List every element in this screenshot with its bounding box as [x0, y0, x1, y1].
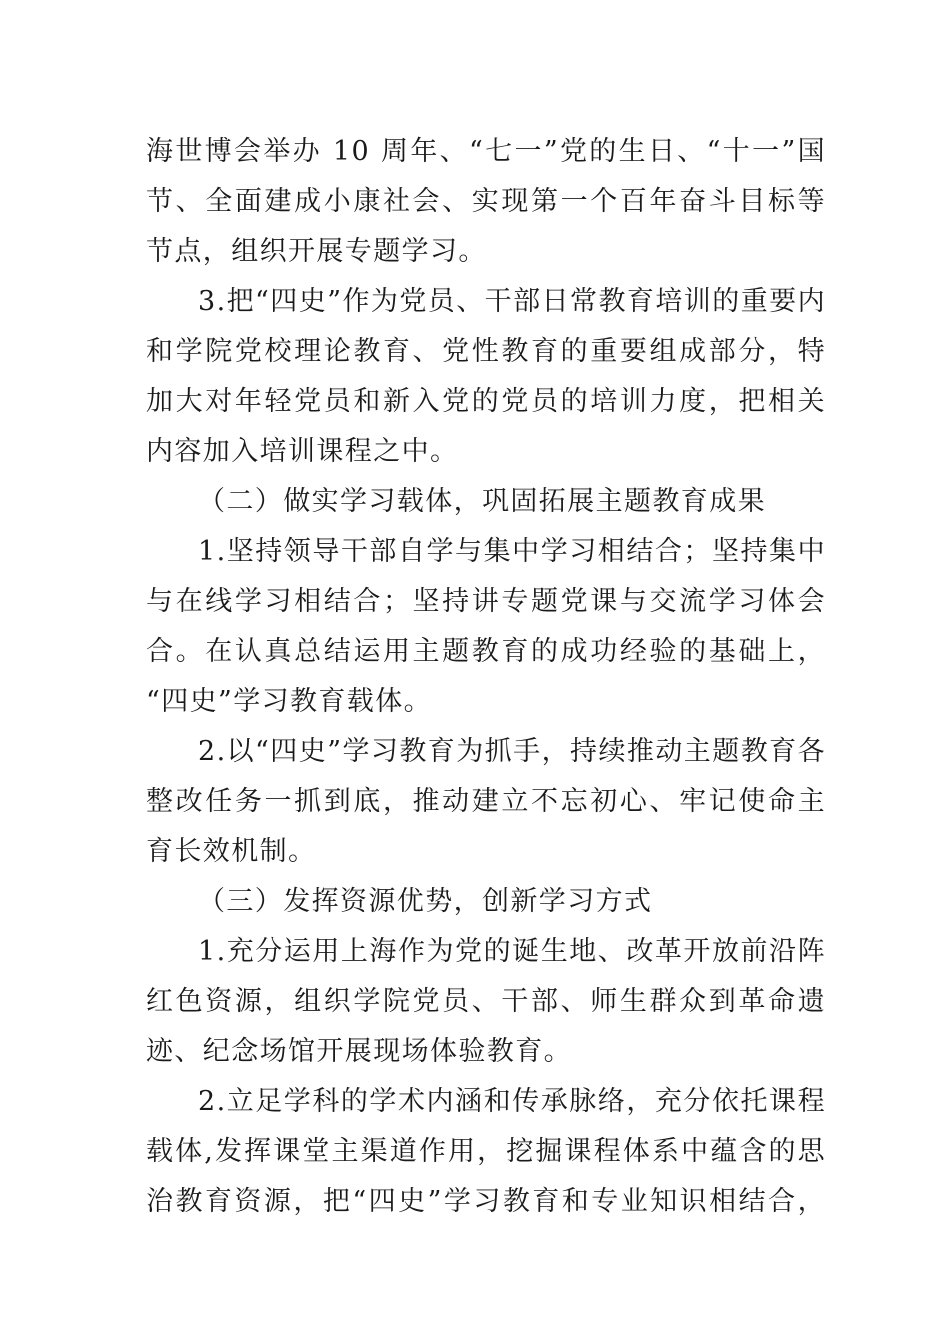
- paragraph-line: 海世博会举办 10 周年、“七一”党的生日、“十一”国: [146, 136, 826, 167]
- paragraph-line: 2.立足学科的学术内涵和传承脉络，充分依托课程: [198, 1086, 826, 1117]
- paragraph-line: 载体,发挥课堂主渠道作用，挖掘课程体系中蕴含的思: [146, 1136, 826, 1167]
- paragraph-line: 内容加入培训课程之中。: [146, 436, 459, 467]
- paragraph-line: 育长效机制。: [146, 836, 317, 867]
- paragraph-line: 加大对年轻党员和新入党的党员的培训力度，把相关: [146, 386, 826, 417]
- paragraph-line: 3.把“四史”作为党员、干部日常教育培训的重要内: [198, 286, 826, 317]
- paragraph-line: 治教育资源，把“四史”学习教育和专业知识相结合，: [146, 1186, 826, 1217]
- paragraph-line: 整改任务一抓到底，推动建立不忘初心、牢记使命主: [146, 786, 826, 817]
- paragraph-line: 1.坚持领导干部自学与集中学习相结合；坚持集中: [198, 536, 826, 567]
- paragraph-line: 1.充分运用上海作为党的诞生地、改革开放前沿阵: [198, 936, 826, 967]
- paragraph-line: 和学院党校理论教育、党性教育的重要组成部分，特: [146, 336, 826, 367]
- paragraph-line: 迹、纪念场馆开展现场体验教育。: [146, 1036, 572, 1067]
- paragraph-line: 合。在认真总结运用主题教育的成功经验的基础上，: [146, 636, 826, 667]
- paragraph-line: “四史”学习教育载体。: [146, 686, 433, 717]
- paragraph-line: 节、全面建成小康社会、实现第一个百年奋斗目标等: [146, 186, 826, 217]
- section-heading: （三）发挥资源优势，创新学习方式: [198, 886, 653, 917]
- paragraph-line: 红色资源，组织学院党员、干部、师生群众到革命遗: [146, 986, 826, 1017]
- paragraph-line: 2.以“四史”学习教育为抓手，持续推动主题教育各: [198, 736, 826, 767]
- paragraph-line: 与在线学习相结合；坚持讲专题党课与交流学习体会: [146, 586, 826, 617]
- section-heading: （二）做实学习载体，巩固拓展主题教育成果: [198, 486, 766, 517]
- paragraph-line: 节点，组织开展专题学习。: [146, 236, 487, 267]
